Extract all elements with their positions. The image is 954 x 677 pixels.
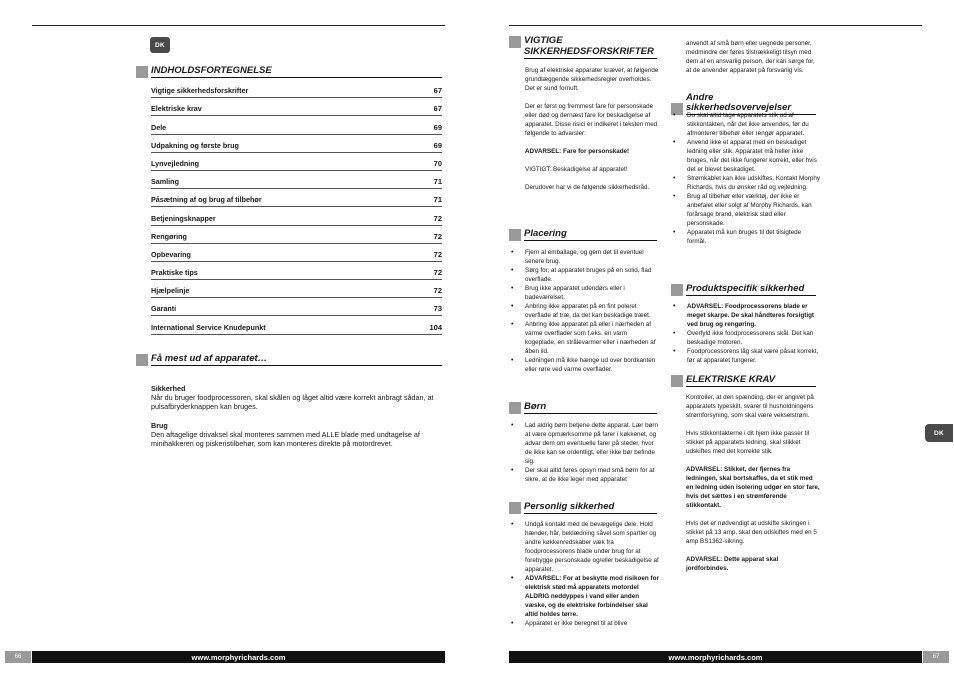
- list-item: • Brug ikke apparatet udendørs eller i badeværelset.: [511, 284, 659, 302]
- toc-entry-label: Garanti: [151, 304, 177, 314]
- heading-marker: [671, 284, 683, 296]
- heading-marker: [136, 354, 148, 366]
- electrical-body: Kontroller, at den spænding, der er angivet på apparatets typeskilt, svarer til husholdningens strømforsyning, som skal være vekselstrøm. Hvis stikkontakterne i dit hjem ikke passer til stikket på apparatets ledning, skal stikket udskiftes med det korrekte stik. ADVARSEL: Stikket, der fjernes fra ledningen, skal bortskaffes, da et stik med en ledning uden isolering udgør en stor fare, hvis det sættes i en strømførende stikkontakt. Hvis det er nødvendigt at udskifte sikringen i stikket på 13 amp, skal den udskiftes med en 5 amp BS1362-sikring. ADVARSEL: Dette apparat skal jordforbindes.: [686, 394, 820, 572]
- toc-entry[interactable]: [151, 316, 442, 334]
- toc-entry[interactable]: [151, 153, 442, 171]
- list-item: • Du skal altid tage apparatets stik ud af stikkontakten, når det ikke anvendes, før du afmonterer tilbehør eller rengør apparatet.: [673, 111, 821, 138]
- heading-marker: [509, 36, 521, 48]
- safety-section: [151, 384, 445, 412]
- top-rule: [509, 25, 922, 26]
- toc-entry-label: Praktiske tips: [151, 268, 198, 278]
- toc-entry-page: 69: [433, 122, 442, 132]
- use-heading: Brug: [151, 421, 168, 430]
- toc-entry-page: 70: [433, 158, 442, 168]
- toc-entry[interactable]: [151, 207, 442, 225]
- toc-entry-page: 72: [433, 231, 442, 241]
- list-item: • Overfyld ikke foodprocessorens skål. Det kan beskadige motoren.: [673, 329, 821, 347]
- warning-text: ADVARSEL: Fare for personskade!: [525, 148, 630, 155]
- toc-entry[interactable]: [151, 244, 442, 262]
- warning-text: ADVARSEL: Dette apparat skal jordforbindes.: [686, 556, 779, 572]
- toc-entry[interactable]: [151, 171, 442, 189]
- toc-entry[interactable]: [151, 116, 442, 134]
- footer-url: www.morphyrichards.com: [32, 651, 445, 663]
- other-safety-list: [673, 111, 821, 246]
- list-item: • ADVARSEL: For at beskytte mod risikoen for elektrisk stød må apparatets motordel ALDRIG neddyppes i vand eller anden væske, og de elektriske forbindelser skal altid holdes tørre.: [511, 574, 659, 619]
- toc-entry-label: Opbevaring: [151, 249, 191, 259]
- toc-entry-page: 72: [433, 268, 442, 278]
- use-section: [151, 421, 445, 449]
- dk-language-badge: DK: [150, 37, 170, 53]
- toc-entry-label: Vigtige sikkerhedsforskrifter: [151, 86, 249, 96]
- heading-marker: [509, 502, 521, 514]
- list-item: • Sørg for, at apparatet bruges på en solid, flad overflade.: [511, 266, 659, 284]
- dk-side-tab: DK: [925, 424, 953, 442]
- toc-entry-page: 69: [433, 140, 442, 150]
- list-item: • Undgå kontakt med de bevægelige dele. Hold hænder, hår, beklædning såvel som spartler og andre køkkenredskaber væk fra foodprocessorens blade under brug for at forebygge personskade og/eller beskadigelse af apparatet.: [511, 520, 659, 574]
- right-page: [477, 0, 954, 677]
- important-body: Brug af elektriske apparater kræver, at følgende grundlæggende sikkerhedsregler overholdes. Det er sund fornuft. Der er først og fremmest fare for personskade eller død og dernæst fare for beskadigelse af apparatet. Disse risici er indikeret i teksten med følgende to advarsler: ADVARSEL: Fare for personskade! VIGTIGT: Beskadigelse af apparatet! Derudover har vi de følgende sikkerhedsråd.: [525, 67, 659, 191]
- list-item: • Der skal altid føres opsyn med små børn for at sikre, at de ikke leger med apparatet: [511, 466, 659, 484]
- personal-list: [511, 520, 659, 628]
- toc-entry-page: 67: [433, 104, 442, 114]
- important-heading: VIGTIGE SIKKERHEDSFORSKRIFTER: [509, 36, 657, 59]
- toc-entry-page: 72: [433, 213, 442, 223]
- heading-marker: [136, 66, 148, 78]
- list-item: • Fjern al emballage, og gem det til eventuel senere brug.: [511, 248, 659, 266]
- list-item: • Lad aldrig børn betjene dette apparat. Lær børn at være opmærksomme på farer i køkkenet, og advar dem om eventuelle farer på steder, hvor de ikke kan se ordentligt, eller ikke bør befinde sig.: [511, 421, 659, 466]
- most-heading: Få mest ud af apparatet…: [136, 354, 442, 366]
- intro-continued: anvendt af små børn eller uegnede personer, medmindre der føres tilstrækkeligt tilsyn med dem af en ansvarlig person, der kan sørge for, at de anvender apparatet på forsvarlig vis.: [686, 40, 815, 74]
- footer-url: www.morphyrichards.com: [509, 651, 922, 663]
- toc-entry-label: Hjælpelinje: [151, 286, 190, 296]
- heading-marker: [671, 375, 683, 387]
- page-number: 67: [923, 651, 949, 663]
- placement-heading: Placering: [509, 229, 657, 241]
- toc-entry-label: Samling: [151, 177, 179, 187]
- toc-entry-label: Betjeningsknapper: [151, 213, 216, 223]
- list-item: • Brug af tilbehør eller værktøj, der ikke er anbefalet eller solgt af Morphy Richards, kan forårsage brand, elektrisk stød eller personskade.: [673, 192, 821, 228]
- warning-text: ADVARSEL: Stikket, der fjernes fra ledningen, skal bortskaffes, da et stik med en ledning uden isolering udgør en stor fare, hvis det sættes i en strømførende stikkontakt.: [686, 466, 820, 509]
- toc-entry-label: International Service Knudepunkt: [151, 322, 266, 332]
- list-item: • Anbring ikke apparatet på eller i nærheden af varme overflader som f.eks. en varm kogeplade, en strålevarmer eller i nærheden af åben ild.: [511, 320, 659, 356]
- top-rule: [32, 25, 445, 26]
- product-heading: Produktspecifik sikkerhed: [671, 284, 816, 296]
- toc-heading: INDHOLDSFORTEGNELSE: [136, 66, 442, 78]
- toc-entry-page: 72: [433, 286, 442, 296]
- children-list: [511, 421, 659, 484]
- children-heading: Børn: [509, 402, 657, 414]
- heading-marker: [509, 402, 521, 414]
- toc-entry-page: 67: [433, 86, 442, 96]
- toc-entry-page: 73: [433, 304, 442, 314]
- list-item: • Anbring ikke apparatet på en fint poleret overflade af træ, da det kan beskadige træet.: [511, 302, 659, 320]
- list-item: • Strømkablet kan ikke udskiftes. Kontakt Morphy Richards, hvis du ønsker råd og vejledning.: [673, 174, 821, 192]
- toc-entry[interactable]: [151, 226, 442, 244]
- toc-entry[interactable]: [151, 262, 442, 280]
- toc-entry-page: 71: [433, 177, 442, 187]
- toc-entry-label: Rengøring: [151, 231, 187, 241]
- product-list: [673, 302, 821, 365]
- page-number: 66: [5, 651, 31, 663]
- toc-entry-label: Elektriske krav: [151, 104, 202, 114]
- toc-entry[interactable]: [151, 189, 442, 207]
- list-item: • Anvend ikke et apparat med en beskadiget ledning eller stik. Apparatet må heller ikke bruges, når det ikke fungerer korrekt, eller hvis det er blevet beskadiget.: [673, 138, 821, 174]
- heading-marker: [509, 229, 521, 241]
- safety-text: Når du bruger foodprocessoren, skal skålen og låget altid være korrekt anbragt sådan, at pulsafbryderknappen kan bruges.: [151, 393, 434, 412]
- electrical-heading: ELEKTRISKE KRAV: [671, 375, 816, 387]
- toc-entry[interactable]: [151, 80, 442, 98]
- toc-entry-label: Lynvejledning: [151, 158, 200, 168]
- table-of-contents: [151, 80, 442, 335]
- toc-entry-label: Udpakning og første brug: [151, 140, 239, 150]
- toc-entry[interactable]: [151, 98, 442, 116]
- list-item: • ADVARSEL: Foodprocessorens blade er meget skarpe. De skal håndteres forsigtigt ved brug og rengøring.: [673, 302, 821, 329]
- use-text: Den aftagelige drivaksel skal monteres sammen med ALLE blade med undtagelse af minihakkeren og piskeristilbehør, som kan monteres direkte på motordrevet.: [151, 430, 420, 449]
- toc-entry[interactable]: [151, 298, 442, 316]
- list-item: • Apparatet må kun bruges til det tilsigtede formål.: [673, 228, 821, 246]
- list-item: • Apparatet er ikke beregnet til at blive: [511, 619, 659, 628]
- toc-entry-page: 71: [433, 195, 442, 205]
- other-safety-heading: Andre sikkerhedsovervejelser: [671, 93, 816, 115]
- personal-heading: Personlig sikkerhed: [509, 502, 657, 514]
- list-item: • Ledningen må ikke hænge ud over bordkanten eller røre ved varme overflader.: [511, 356, 659, 374]
- list-item: • Foodprocessorens låg skal være påsat korrekt, før at apparatet fungerer.: [673, 347, 821, 365]
- toc-entry[interactable]: [151, 135, 442, 153]
- safety-heading: Sikkerhed: [151, 384, 186, 393]
- toc-entry-label: Dele: [151, 122, 167, 132]
- placement-list: [511, 248, 659, 374]
- toc-entry[interactable]: [151, 280, 442, 298]
- toc-entry-page: 72: [433, 249, 442, 259]
- toc-entry-label: Påsætning af og brug af tilbehør: [151, 195, 262, 205]
- toc-entry-page: 104: [429, 322, 442, 332]
